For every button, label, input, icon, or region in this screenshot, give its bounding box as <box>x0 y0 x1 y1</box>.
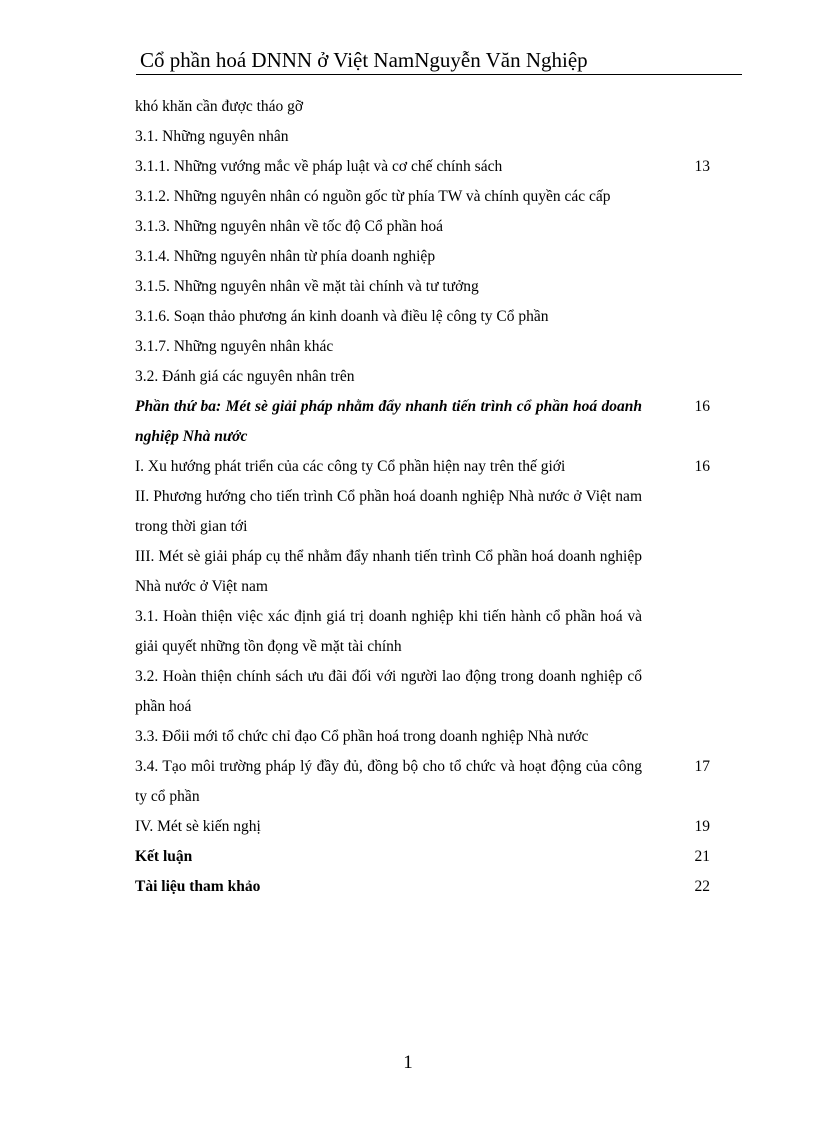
toc-entry-text: 3.1.6. Soạn thảo phương án kinh doanh và điều lệ công ty Cổ phần <box>135 308 549 325</box>
toc-entry-page: 13 <box>694 158 710 175</box>
toc-entry-text: 3.3. Đổii mới tổ chức chỉ đạo Cổ phần hoá trong doanh nghiệp Nhà nước <box>135 728 589 745</box>
toc-entry <box>135 722 710 752</box>
toc-entry-text: Phần thứ ba: Mét sè giải pháp nhằm đẩy nhanh tiến trình cổ phần hoá doanh nghiệp Nhà nước <box>135 398 642 445</box>
toc-entry <box>135 542 710 602</box>
toc-entry-text: khó khăn cần được tháo gỡ <box>135 98 304 115</box>
toc-entry <box>135 272 710 302</box>
toc-entry <box>135 452 710 482</box>
toc-entry-text: 3.2. Hoàn thiện chính sách ưu đãi đối với người lao động trong doanh nghiệp cổ phần hoá <box>135 668 642 715</box>
table-of-contents <box>135 92 710 902</box>
toc-entry <box>135 662 710 722</box>
toc-entry <box>135 752 710 812</box>
toc-entry <box>135 302 710 332</box>
toc-entry-page: 16 <box>694 398 710 415</box>
toc-entry-page: 19 <box>694 818 710 835</box>
toc-entry-page: 22 <box>694 878 710 895</box>
toc-entry-text: Kết luận <box>135 848 193 865</box>
toc-entry-text: 3.1.5. Những nguyên nhân về mặt tài chính và tư tưởng <box>135 278 479 295</box>
toc-entry-text: III. Mét sè giải pháp cụ thể nhằm đẩy nhanh tiến trình Cổ phần hoá doanh nghiệp Nhà nước ở Việt nam <box>135 548 642 595</box>
toc-entry <box>135 242 710 272</box>
toc-entry <box>135 812 710 842</box>
toc-entry <box>135 332 710 362</box>
page-number: 1 <box>403 1052 413 1073</box>
toc-entry-text: IV. Mét sè kiến nghị <box>135 818 261 835</box>
toc-entry-text: 3.4. Tạo môi trường pháp lý đầy đủ, đồng bộ cho tổ chức và hoạt động của công ty cổ phần <box>135 758 642 805</box>
toc-entry-part-three <box>135 392 710 452</box>
toc-entry <box>135 602 710 662</box>
toc-entry <box>135 92 710 122</box>
toc-entry-text: Tài liệu tham khảo <box>135 878 261 895</box>
toc-entry <box>135 182 710 212</box>
toc-entry <box>135 152 710 182</box>
toc-entry-text: 3.1.4. Những nguyên nhân từ phía doanh nghiệp <box>135 248 436 265</box>
toc-entry <box>135 122 710 152</box>
toc-entry <box>135 482 710 542</box>
toc-entry-page: 17 <box>694 758 710 775</box>
toc-entry-page: 16 <box>694 458 710 475</box>
toc-entry-text: 3.1.7. Những nguyên nhân khác <box>135 338 334 355</box>
toc-entry-references <box>135 872 710 902</box>
toc-entry <box>135 212 710 242</box>
toc-entry-conclusion <box>135 842 710 872</box>
toc-entry-text: 3.1.1. Những vướng mắc về pháp luật và cơ chế chính sách <box>135 158 503 175</box>
toc-entry-page: 21 <box>694 848 710 865</box>
toc-entry-text: 3.1. Những nguyên nhân <box>135 128 289 145</box>
toc-entry-text: 3.1.3. Những nguyên nhân về tốc độ Cổ phần hoá <box>135 218 444 235</box>
toc-entry-text: 3.1. Hoàn thiện việc xác định giá trị doanh nghiệp khi tiến hành cổ phần hoá và giải quyết những tồn đọng về mặt tài chính <box>135 608 642 655</box>
toc-entry-text: 3.2. Đánh giá các nguyên nhân trên <box>135 368 355 385</box>
toc-entry-text: 3.1.2. Những nguyên nhân có nguồn gốc từ phía TW và chính quyền các cấp <box>135 188 611 205</box>
header-rule <box>136 74 742 75</box>
toc-entry-text: I. Xu hướng phát triển của các công ty Cổ phần hiện nay trên thế giới <box>135 458 566 475</box>
running-header: Cổ phần hoá DNNN ở Việt NamNguyễn Văn Nghiệp <box>140 48 588 72</box>
toc-entry-text: II. Phương hướng cho tiến trình Cổ phần hoá doanh nghiệp Nhà nước ở Việt nam trong thời gian tới <box>135 488 642 535</box>
toc-entry <box>135 362 710 392</box>
